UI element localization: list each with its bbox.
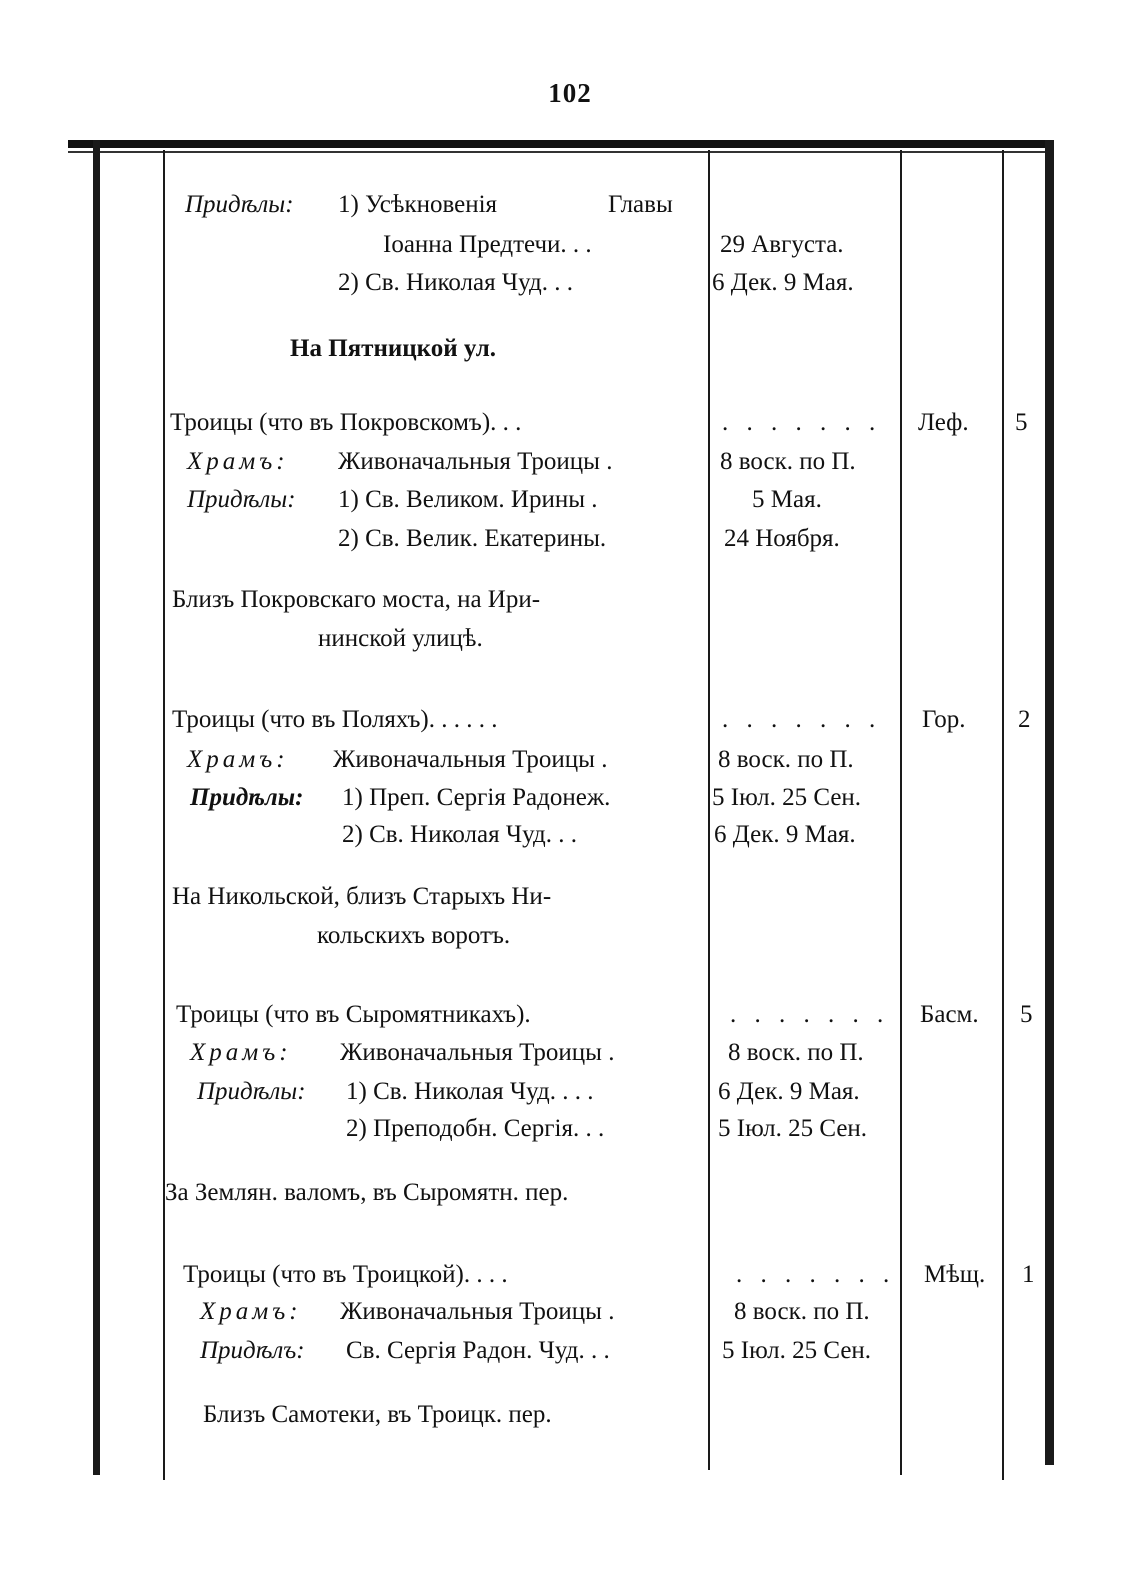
location: За Землян. валомъ, въ Сыромятн. пер. — [165, 1179, 569, 1206]
feast-date: 29 Августа. — [720, 231, 844, 258]
dot-leader: . . . . . . . — [736, 1261, 896, 1288]
church-name: Троицы (что въ Троицкой). . . . — [183, 1261, 508, 1288]
pridel-label: Придѣлы: — [190, 784, 304, 811]
church-name: Троицы (что въ Сыромятникахъ). — [176, 1001, 531, 1028]
district: Басм. — [920, 1001, 979, 1028]
hram-name: Живоначальныя Троицы . — [333, 746, 608, 773]
hram-label: Храмъ: — [187, 746, 289, 773]
table-top-rule-thin — [68, 151, 1052, 153]
location: кольскихъ воротъ. — [317, 922, 511, 949]
hram-name: Живоначальныя Троицы . — [340, 1039, 615, 1066]
pridel-label: Придѣлы: — [197, 1078, 306, 1105]
pridel-line: 1) Св. Великом. Ирины . — [338, 486, 598, 513]
hram-name: Живоначальныя Троицы . — [338, 448, 613, 475]
number: 2 — [1018, 706, 1031, 733]
dot-leader: . . . . . . . — [722, 409, 882, 436]
pridel-line: 1) Св. Николая Чуд. . . . — [346, 1078, 594, 1105]
pridel-line: 1) Преп. Сергія Радонеж. — [342, 784, 611, 811]
location: Близъ Самотеки, въ Троицк. пер. — [203, 1401, 552, 1428]
number: 5 — [1015, 409, 1028, 436]
column-divider-1 — [163, 150, 165, 1480]
number: 1 — [1022, 1261, 1035, 1288]
pridel-line: 2) Св. Николая Чуд. . . — [342, 821, 577, 848]
feast-date: 5 Іюл. 25 Сен. — [722, 1337, 872, 1364]
feast-date: 6 Дек. 9 Мая. — [714, 821, 856, 848]
feast-date: 8 воск. по П. — [734, 1298, 870, 1325]
dot-leader: . . . . . . . — [722, 706, 882, 733]
hram-name: Живоначальныя Троицы . — [340, 1298, 615, 1325]
district: Леф. — [918, 409, 969, 436]
dot-leader: . . . . . . . — [730, 1001, 890, 1028]
column-divider-2 — [708, 150, 710, 1470]
church-name: Троицы (что въ Покровскомъ). . . — [170, 409, 522, 436]
district: Мѣщ. — [924, 1261, 986, 1288]
pridel-line: 2) Св. Николая Чуд. . . — [338, 269, 573, 296]
pridel-line: Св. Сергія Радон. Чуд. . . — [346, 1337, 610, 1364]
pridel-line: 1) Усѣкновенія — [338, 191, 498, 218]
column-divider-3 — [900, 150, 902, 1475]
pridel-label: Придѣлы: — [187, 486, 296, 513]
hram-label: Храмъ: — [187, 448, 289, 475]
hram-label: Храмъ: — [190, 1039, 292, 1066]
location: нинской улицѣ. — [318, 625, 483, 652]
pridel-line: Іоанна Предтечи. . . — [383, 231, 592, 258]
table-top-rule — [68, 140, 1052, 148]
location: На Никольской, близъ Старыхъ Ни- — [172, 883, 552, 910]
feast-date: 24 Ноября. — [724, 525, 840, 552]
feast-date: 5 Мая. — [752, 486, 822, 513]
feast-date: 8 воск. по П. — [720, 448, 856, 475]
hram-label: Храмъ: — [200, 1298, 302, 1325]
church-name: Троицы (что въ Поляхъ). . . . . . — [172, 706, 498, 733]
number: 5 — [1020, 1001, 1033, 1028]
page-number: 102 — [548, 78, 592, 108]
pridel-line: Главы — [608, 191, 673, 218]
location: На Пятницкой ул. — [290, 335, 497, 362]
feast-date: 8 воск. по П. — [728, 1039, 864, 1066]
location: Близъ Покровскаго моста, на Ири- — [172, 586, 541, 613]
table-right-border — [1045, 140, 1054, 1465]
pridel-label: Придѣлъ: — [200, 1337, 305, 1364]
feast-date: 5 Іюл. 25 Сен. — [718, 1115, 868, 1142]
pridel-line: 2) Св. Велик. Екатерины. — [338, 525, 607, 552]
column-divider-4 — [1002, 150, 1004, 1480]
feast-date: 6 Дек. 9 Мая. — [712, 269, 854, 296]
pridel-line: 2) Преподобн. Сергія. . . — [346, 1115, 605, 1142]
feast-date: 5 Іюл. 25 Сен. — [712, 784, 862, 811]
feast-date: 6 Дек. 9 Мая. — [718, 1078, 860, 1105]
district: Гор. — [922, 706, 966, 733]
table-left-border — [93, 140, 100, 1475]
pridel-label: Придѣлы: — [185, 191, 294, 218]
feast-date: 8 воск. по П. — [718, 746, 854, 773]
